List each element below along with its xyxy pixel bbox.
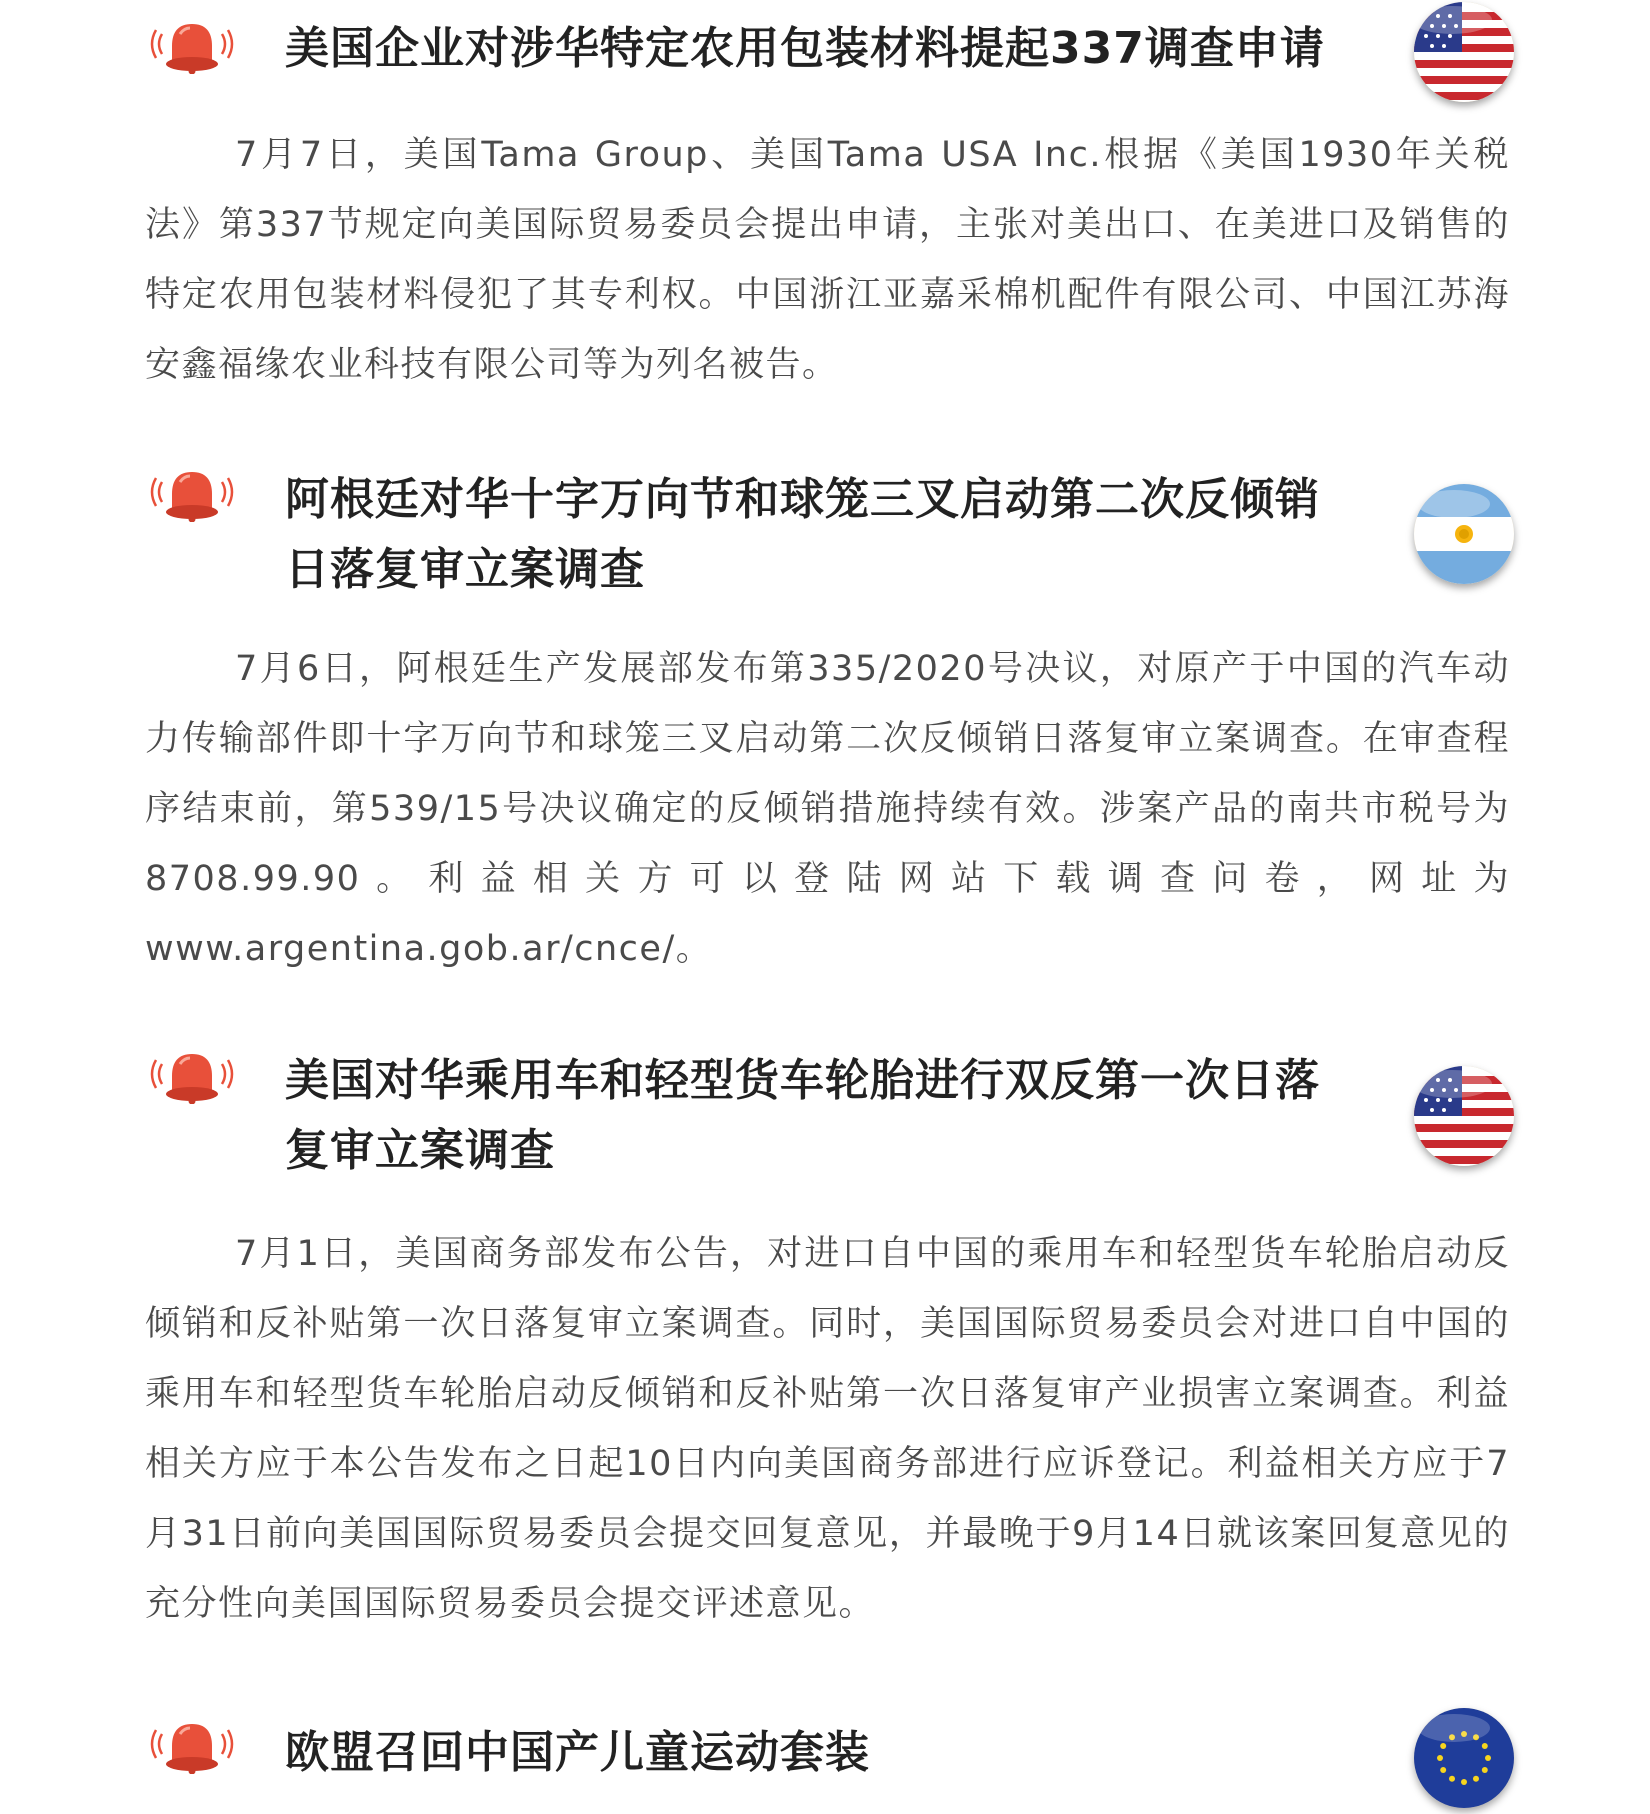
news-title: 阿根廷对华十字万向节和球笼三叉启动第二次反倾销日落复审立案调查 (285, 474, 1320, 595)
alarm-bell-icon (142, 18, 242, 74)
alarm-bell-icon (142, 1718, 242, 1774)
eu-flag-icon (1414, 1708, 1514, 1808)
us-flag-icon (1414, 1066, 1514, 1166)
news-title: 欧盟召回中国产儿童运动套装 (285, 1727, 870, 1778)
news-paragraph: 7月6日，阿根廷生产发展部发布第335/2020号决议，对原产于中国的汽车动力传输部件即十字万向节和球笼三叉启动第二次反倾销日落复审立案调查。在审查程序结束前，第539/15号决议确定的反倾销措施持续有效。涉案产品的南共市税号为8708.99.90。利益相关方可以登陆网站下载调查问卷，网址为www.argentina.gob.ar/cnce/。 (145, 649, 1510, 969)
news-paragraph: 7月1日，美国商务部发布公告，对进口自中国的乘用车和轻型货车轮胎启动反倾销和反补贴第一次日落复审立案调查。同时，美国国际贸易委员会对进口自中国的乘用车和轻型货车轮胎启动反倾销和反补贴第一次日落复审产业损害立案调查。利益相关方应于本公告发布之日起10日内向美国商务部进行应诉登记。利益相关方应于7月31日前向美国国际贸易委员会提交回复意见，并最晚于9月14日就该案回复意见的充分性向美国国际贸易委员会提交评述意见。 (145, 1234, 1510, 1624)
argentina-flag-icon (1414, 484, 1514, 584)
news-title: 美国企业对涉华特定农用包装材料提起337调查申请 (285, 23, 1325, 74)
alarm-bell-icon (142, 1048, 242, 1104)
alarm-bell-icon (142, 466, 242, 522)
news-title: 美国对华乘用车和轻型货车轮胎进行双反第一次日落复审立案调查 (285, 1055, 1320, 1176)
news-paragraph: 7月7日，美国Tama Group、美国Tama USA Inc.根据《美国1930年关税法》第337节规定向美国际贸易委员会提出申请，主张对美出口、在美进口及销售的特定农用包装材料侵犯了其专利权。中国浙江亚嘉采棉机配件有限公司、中国江苏海安鑫福缘农业科技有限公司等为列名被告。 (145, 135, 1510, 385)
us-flag-icon (1414, 2, 1514, 102)
